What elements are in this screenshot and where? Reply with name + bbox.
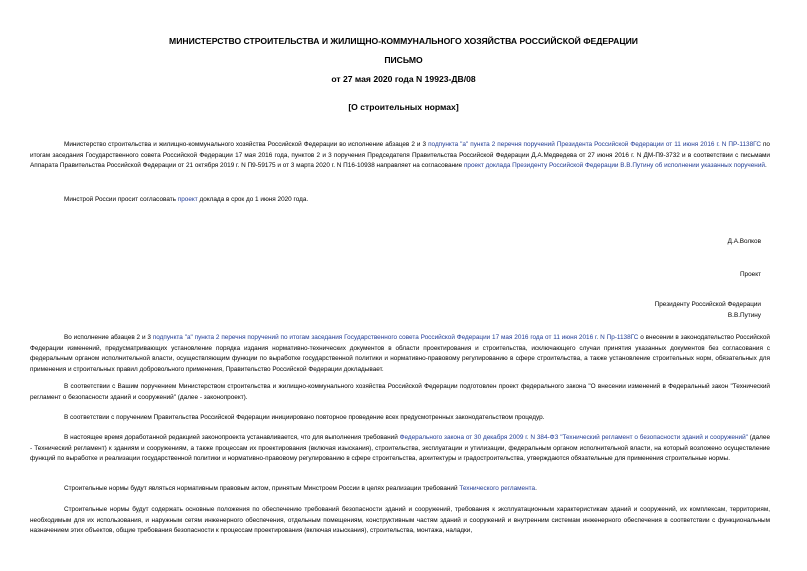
link-presidential-order[interactable]: подпункта "а" пункта 2 перечня поручений Президента Российской Федерации от 11 июня 2016 г. N ПР-1138ГС xyxy=(428,141,761,148)
paragraph-8: Строительные нормы будут содержать основные положения по обеспечению требований безопасности зданий и сооружений, требования к эксплуатационным характеристикам зданий и сооружений, их комплексам, территориям, необходимым для их использования, и наружным сетям инженерного обеспечения, отдельным помещениям, конструктивным частям зданий и сооружений и внутренним системам инженерного обеспечения в соответствии с функциональным назначением этих объектов, общие требования безопасности к процессам проектирования (включая изыскания), строительства, монтажа, наладки, xyxy=(30,506,770,535)
doc-subject: [О строительных нормах] xyxy=(348,102,459,112)
link-draft-report[interactable]: проект доклада Президенту Российской Федерации В.В.Путину об исполнении указанных поручений xyxy=(463,162,765,170)
doc-type: ПИСЬМО xyxy=(384,55,423,65)
link-state-council-order[interactable]: подпункта "а" пункта 2 перечня поручений по итогам заседания Государственного совета Российской Федерации 17 мая 2016 года от 11 июня 2016 г. N Пр-1138ГС xyxy=(152,334,639,341)
ministry-title: МИНИСТЕРСТВО СТРОИТЕЛЬСТВА И ЖИЛИЩНО-КОММУНАЛЬНОГО ХОЗЯЙСТВА РОССИЙСКОЙ ФЕДЕРАЦИИ xyxy=(169,36,638,46)
paragraph-4: В соответствии с Вашим поручением Министерством строительства и жилищно-коммунального хозяйства Российской Федерации подготовлен проект федерального закона "О внесении изменений в Федеральный закон "Технический регламент о безопасности зданий и сооружений" (далее - законопроект). xyxy=(30,383,770,401)
addressee-line-1: Президенту Российской Федерации xyxy=(654,301,761,308)
link-federal-law-384[interactable]: Федерального закона от 30 декабря 2009 г. N 384-ФЗ "Технический регламент о безопасности зданий и сооружений" xyxy=(399,434,748,441)
signature: Д.А.Волков xyxy=(727,238,761,245)
link-draft[interactable]: проект xyxy=(177,196,198,203)
paragraph-6: В настоящее время доработанной редакцией законопроекта устанавливается, что для выполнения требований Федерального закона от 30 декабря 2009 г. N 384-ФЗ "Технический регламент о безопасности зданий и сооружений" (далее - Технический регламент) к зданиям и сооружениям, а также процессам их проектирования (включая изыскания), строительства, эксплуатации и утилизации, федеральным органом исполнительной власти, на который возложено осуществление функций по выработке и реализации государственной политики и нормативно-правовому регулированию в сфере строительства, архитектуры и градостроительства, утверждаются обязательные для применения строительные нормы. xyxy=(30,434,771,463)
addressee-line-2: В.В.Путину xyxy=(727,311,761,319)
doc-date-number: от 27 мая 2020 года N 19923-ДВ/08 xyxy=(331,74,476,84)
paragraph-1: Министерство строительства и жилищно-коммунального хозяйства Российской Федерации во исполнение абзацев 2 и 3 подпункта "а" пункта 2 перечня поручений Президента Российской Федерации от 11 июня 2016 г. N ПР-1138ГС по итогам заседания Государственного совета Российской Федерации 17 мая 2016 года, пунктов 2 и 3 поручения Председателя Правительства Российской Федерации Д.А.Медведева от 27 июня 2016 г. N ДМ-П9-3732 и в соответствии с письмами Аппарата Правительства Российской Федерации от 21 октября 2019 г. N П9-59175 и от 3 марта 2020 г. N П16-10938 направляет на согласование проект доклада Президенту Российской Федерации В.В.Путину об исполнении указанных поручений. xyxy=(30,141,770,170)
paragraph-5: В соответствии с поручением Правительства Российской Федерации инициировано повторное проведение всех предусмотренных законодательством процедур. xyxy=(64,414,545,421)
paragraph-3: Во исполнение абзацев 2 и 3 подпункта "а" пункта 2 перечня поручений по итогам заседания Государственного совета Российской Федерации 17 мая 2016 года от 11 июня 2016 г. N Пр-1138ГС о внесении в законодательство Российской Федерации изменений, предусматривающих установление порядка издания нормативно-технических документов в области проектирования и строительства, исключающего случаи принятия указанных документов без согласования с федеральным органом исполнительной власти, осуществляющим функции по выработке государственной политики и нормативно-правовому регулированию в сфере строительства, а также установление строительных норм, обязательных для применения и строительных правил добровольного применения, Правительство Российской Федерации докладывает. xyxy=(30,334,770,374)
draft-label: Проект xyxy=(739,271,761,278)
paragraph-7: Строительные нормы будут являться нормативным правовым актом, принятым Минстроем России в целях реализации требований Технического регламента. xyxy=(64,485,537,492)
link-technical-regulation[interactable]: Технического регламента xyxy=(459,485,536,492)
addressee xyxy=(655,300,761,321)
paragraph-2: Минстрой России просит согласовать проект доклада в срок до 1 июня 2020 года. xyxy=(64,196,309,203)
